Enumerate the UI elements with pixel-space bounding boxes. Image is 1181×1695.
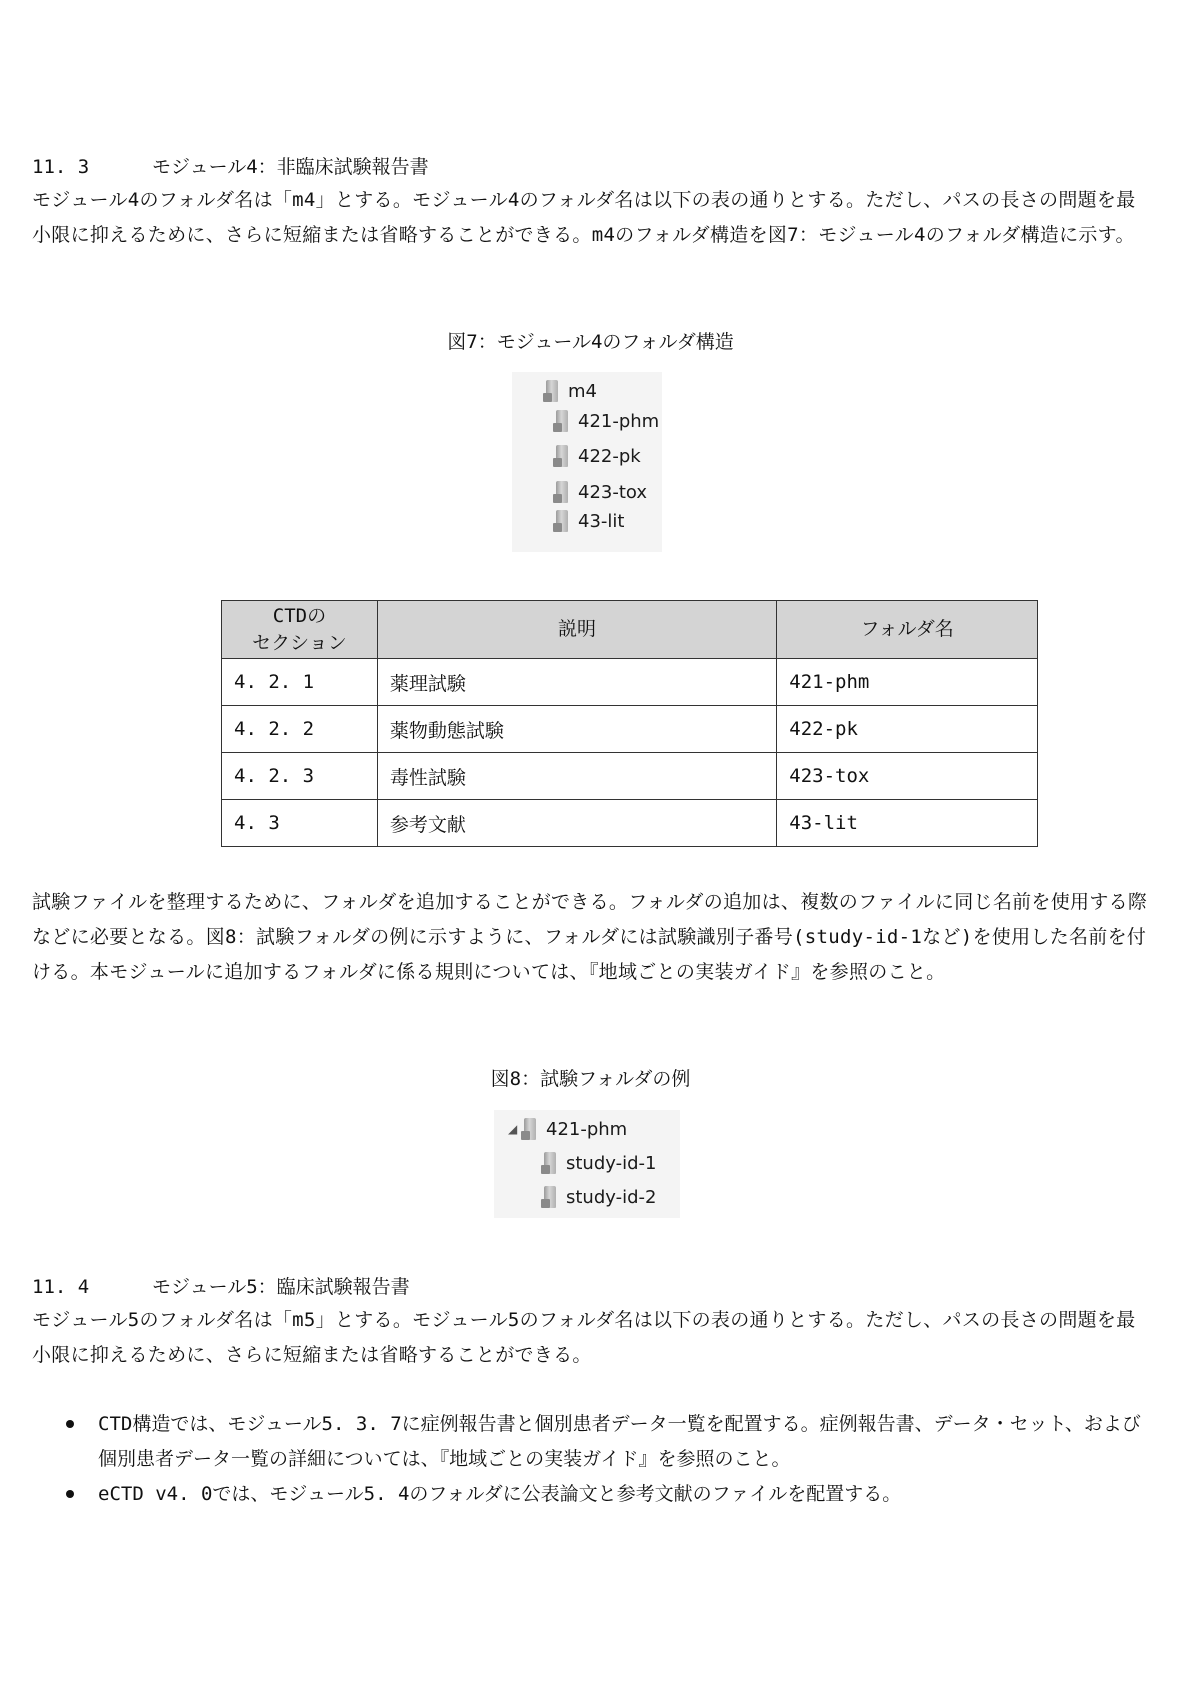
folder-label: 421-phm xyxy=(546,1118,628,1140)
table-cell: 421-phm xyxy=(777,659,1038,706)
table-header-description: 説明 xyxy=(377,601,776,659)
folder-item xyxy=(556,410,659,432)
folder-label: 421-phm xyxy=(578,410,660,432)
list-item: CTD構造では、モジュール5. 3. 7に症例報告書と個別患者データ一覧を配置する。症例報告書、データ・セット、および個別患者データ一覧の詳細については、『地域ごとの実装ガイド』を参照のこと。 xyxy=(64,1407,1154,1477)
folder-item xyxy=(556,445,641,467)
table-cell: 毒性試験 xyxy=(377,753,776,800)
folder-label: 422-pk xyxy=(578,445,641,467)
table-row xyxy=(222,659,1038,706)
folder-item xyxy=(556,510,624,532)
folder-item xyxy=(556,481,647,503)
bullet-list xyxy=(64,1407,1154,1512)
section-11-3-paragraph: モジュール4のフォルダ名は「m4」とする。モジュール4のフォルダ名は以下の表の通りとする。ただし、パスの長さの問題を最小限に抑えるために、さらに短縮または省略することができる。m4のフォルダ構造を図7：モジュール4のフォルダ構造に示す。 xyxy=(32,189,1136,246)
folder-name-table xyxy=(221,600,1038,847)
section-title: モジュール4：非臨床試験報告書 xyxy=(152,156,429,178)
folder-label: study-id-2 xyxy=(566,1186,657,1208)
folder-icon xyxy=(544,1152,556,1174)
table-cell: 参考文献 xyxy=(377,800,776,847)
figure8-caption: 図8：試験フォルダの例 xyxy=(490,1068,691,1090)
table-row xyxy=(222,706,1038,753)
folder-label: 423-tox xyxy=(578,481,648,503)
section-11-3-heading xyxy=(32,152,429,179)
table-cell: 4. 2. 2 xyxy=(222,706,378,753)
figure8-folder-tree xyxy=(494,1110,680,1218)
figure7-folder-tree xyxy=(512,372,662,552)
folder-label: study-id-1 xyxy=(566,1152,657,1174)
list-item: eCTD v4. 0では、モジュール5. 4のフォルダに公表論文と参考文献のファイルを配置する。 xyxy=(64,1477,1154,1512)
folder-label: m4 xyxy=(568,380,597,402)
section-11-4-paragraph: モジュール5のフォルダ名は「m5」とする。モジュール5のフォルダ名は以下の表の通りとする。ただし、パスの長さの問題を最小限に抑えるために、さらに短縮または省略することができる。 xyxy=(32,1309,1136,1366)
folder-label: 43-lit xyxy=(578,510,625,532)
table-cell: 423-tox xyxy=(777,753,1038,800)
section-title: モジュール5：臨床試験報告書 xyxy=(152,1276,410,1298)
table-cell: 薬物動態試験 xyxy=(377,706,776,753)
section-11-4-heading xyxy=(32,1272,410,1299)
table-cell: 4. 3 xyxy=(222,800,378,847)
folder-icon xyxy=(556,510,568,532)
folder-item xyxy=(544,1152,656,1174)
section-number: 11. 4 xyxy=(32,1276,90,1298)
table-cell: 4. 2. 1 xyxy=(222,659,378,706)
folder-icon xyxy=(556,445,568,467)
table-cell: 422-pk xyxy=(777,706,1038,753)
section-number: 11. 3 xyxy=(32,156,90,178)
folder-icon xyxy=(544,1186,556,1208)
table-cell: 4. 2. 3 xyxy=(222,753,378,800)
folder-item xyxy=(544,1186,656,1208)
table-row xyxy=(222,753,1038,800)
additional-folders-paragraph: 試験ファイルを整理するために、フォルダを追加することができる。フォルダの追加は、複数のファイルに同じ名前を使用する際などに必要となる。図8：試験フォルダの例に示すように、フォルダには試験識別子番号(study-id-1など)を使用した名前を付ける。本モジュールに追加するフォルダに係る規則については、『地域ごとの実装ガイド』を参照のこと。 xyxy=(32,891,1148,983)
figure7-caption: 図7：モジュール4のフォルダ構造 xyxy=(447,331,734,353)
folder-icon xyxy=(524,1118,536,1140)
table-header-section: CTDの セクション xyxy=(222,601,378,659)
table-header-row xyxy=(222,601,1038,659)
table-cell: 薬理試験 xyxy=(377,659,776,706)
folder-icon xyxy=(556,481,568,503)
expand-triangle-icon: ◢ xyxy=(508,1122,518,1136)
table-row xyxy=(222,800,1038,847)
folder-icon xyxy=(556,410,568,432)
table-header-folder: フォルダ名 xyxy=(777,601,1038,659)
folder-root xyxy=(508,1118,627,1140)
folder-icon xyxy=(546,380,558,402)
table-cell: 43-lit xyxy=(777,800,1038,847)
folder-root xyxy=(546,380,597,402)
